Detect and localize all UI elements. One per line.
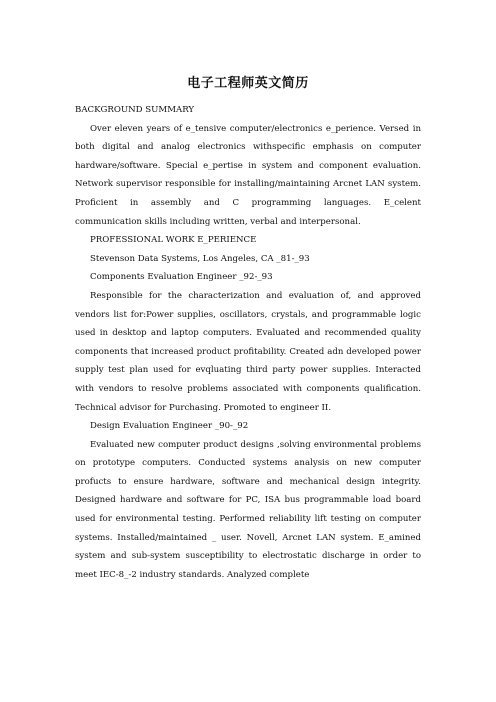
components-engineer-paragraph: Responsible for the characterization and evaluation of, and approved vendors list for:Power supplies, oscillators, crystals, and programmable logic used in desktop and laptop computers. Evaluated and recommended quality components that increased product profitability. Created adn developed power supply test plan used for evqluating third party power supplies. Interacted with vendors to resolve problems associated with components qualification. Technical advisor for Purchasing. Promoted to engineer II. [75,290,421,413]
background-summary-paragraph: Over eleven years of e_tensive computer/electronics e_perience. Versed in both digital and analog electronics withspecific emphasis on computer hardware/software. Special e_pertise in system and component evaluation. Network supervisor responsible for installing/maintaining Arcnet LAN system. Proficient in assembly and C programming languages. E_celent communication skills including written, verbal and interpersonal. [75,123,421,227]
job-title-components-engineer: Components Evaluation Engineer _92-_93 [90,272,273,283]
document-title: 电子工程师英文简历 [187,76,309,91]
document-page [75,72,421,584]
design-engineer-paragraph: Evaluated new computer product designs ,solving environmental problems on prototype computers. Conducted systems analysis on new computer profucts to ensure hardware, software and mechanical design integrity. Designed hardware and software for PC, ISA bus programmable load board used for environmental testing. Performed reliability lift testing on computer systems. Installed/maintained _ user. Novell, Arcnet LAN system. E_amined system and sub-system susceptibility to electrostatic discharge in order to meet IEC-8_-2 industry standards. Analyzed complete [75,439,421,580]
employer-line: Stevenson Data Systems, Los Angeles, CA _81-_93 [90,253,310,264]
job-title-design-engineer: Design Evaluation Engineer _90-_92 [90,421,249,432]
work-experience-heading: PROFESSIONAL WORK E_PERIENCE [90,235,257,246]
background-summary-heading: BACKGROUND SUMMARY [75,105,195,115]
